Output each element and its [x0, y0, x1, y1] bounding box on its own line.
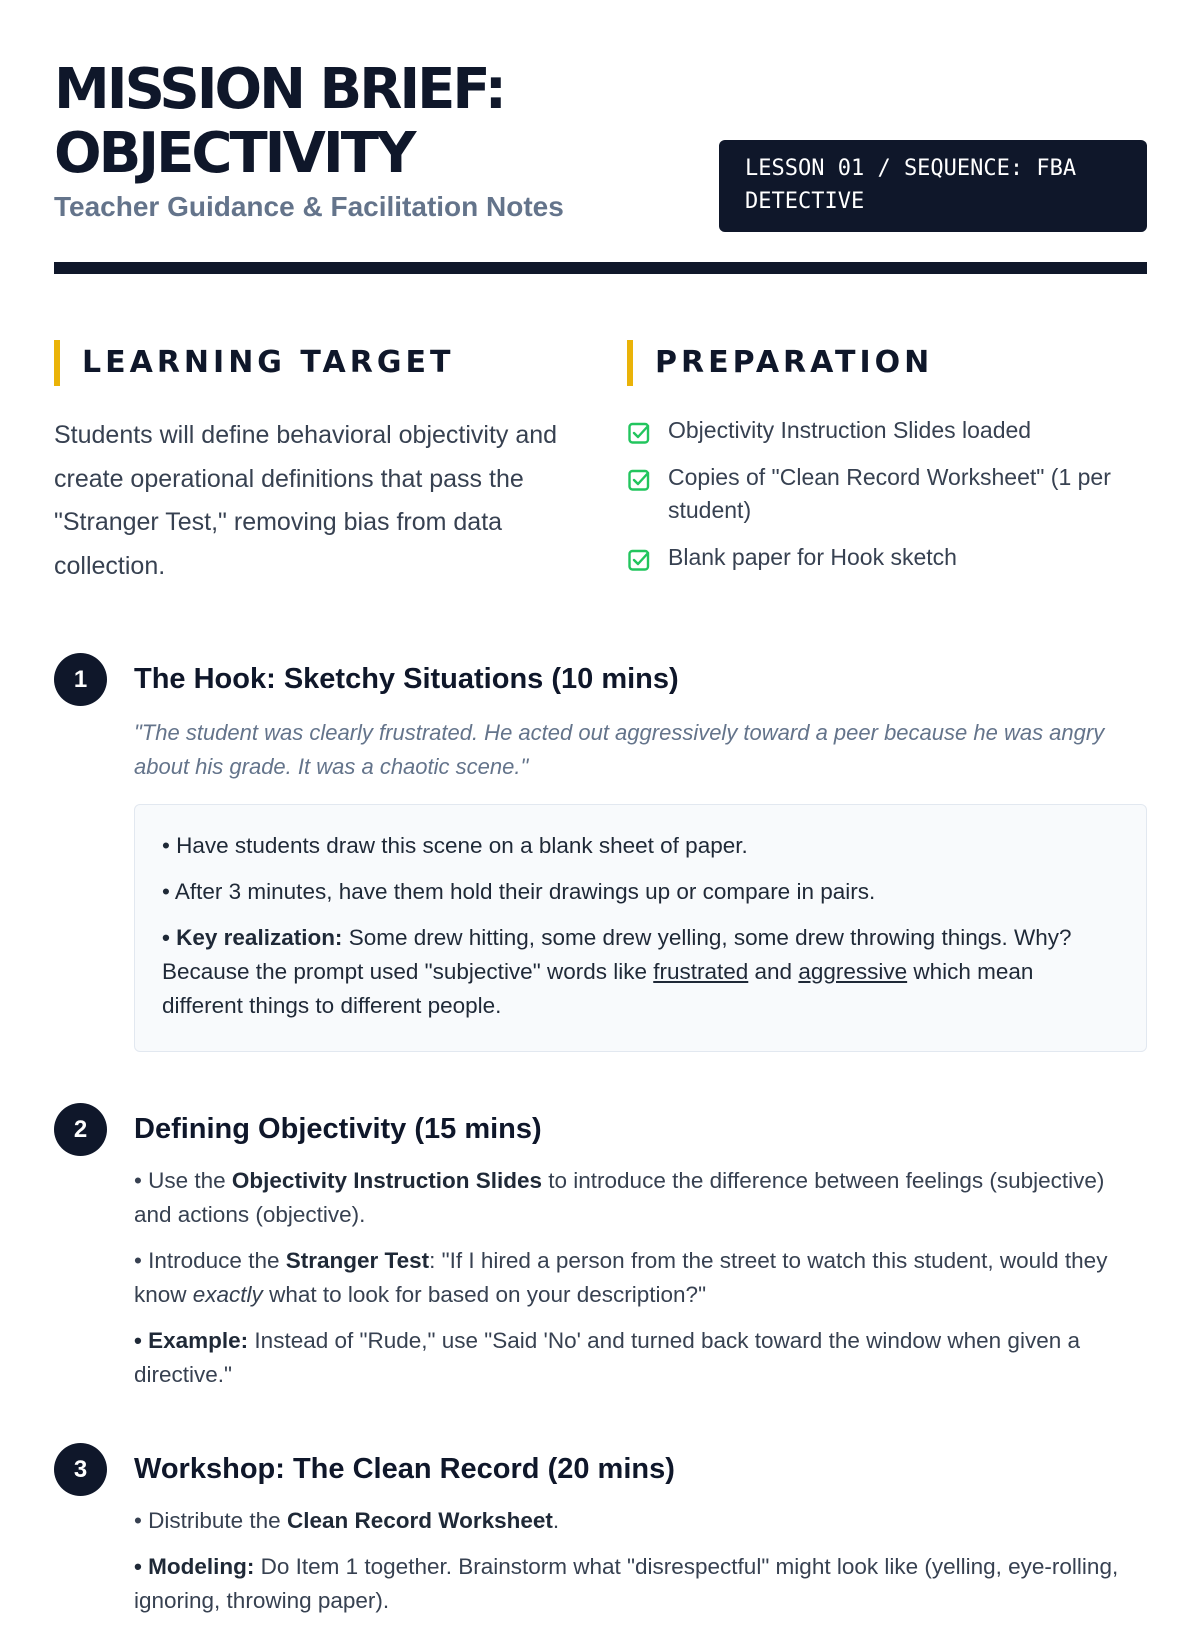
header	[54, 58, 1147, 274]
step-body	[134, 1164, 1147, 1404]
note-bullet: • Have students draw this scene on a blank sheet of paper.	[162, 833, 748, 858]
learning-target-text: Students will define behavioral objectivity and create operational definitions that pass the "Stranger Test," removing bias from data collection.	[54, 421, 558, 580]
learning-target-heading: LEARNING TARGET	[54, 340, 454, 386]
bullet-bold-term: Clean Record Worksheet	[286, 1508, 553, 1533]
note-text: Some drew hitting, some drew yelling, some drew throwing things. Why? Because the prompt used "subjective" words like	[162, 925, 1072, 984]
page-title-line-2: OBJECTIVITY	[54, 121, 414, 186]
page-title-line-1: MISSION BRIEF:	[54, 57, 504, 122]
checkbox-checked-icon	[627, 421, 651, 445]
preparation-item	[627, 414, 1147, 447]
step-bullet	[134, 1244, 1147, 1312]
bullet-text: • Use the	[134, 1168, 232, 1193]
bullet-text: • Introduce the	[134, 1248, 286, 1273]
page-title	[54, 58, 694, 186]
note-text: and	[748, 959, 799, 984]
note-bullet: • After 3 minutes, have them hold their drawings up or compare in pairs.	[162, 879, 876, 904]
bullet-bold-term: • Modeling:	[134, 1554, 255, 1579]
scenario-quote: "The student was clearly frustrated. He acted out aggressively toward a peer because he was angry about his grade. It was a chaotic scene."	[134, 720, 1105, 779]
step-title: The Hook: Sketchy Situations (10 mins)	[134, 663, 679, 695]
preparation-item	[627, 541, 1147, 574]
step-number-badge: 1	[54, 653, 107, 706]
step-number-badge: 3	[54, 1443, 107, 1496]
preparation-list	[627, 414, 1147, 588]
step-number-badge: 2	[54, 1103, 107, 1156]
checkbox-checked-icon	[627, 548, 651, 572]
step-bullet	[134, 1504, 1147, 1538]
bullet-text: Do Item 1 together. Brainstorm what "disrespectful" might look like (yelling, eye-rolling, ignoring, throwing paper).	[134, 1554, 1119, 1613]
step-title: Defining Objectivity (15 mins)	[134, 1113, 542, 1145]
note-text: which mean different things to different people.	[162, 959, 1034, 1018]
bullet-italic-term: exactly	[192, 1282, 263, 1307]
page-subtitle: Teacher Guidance & Facilitation Notes	[54, 191, 564, 222]
preparation-heading: PREPARATION	[627, 340, 933, 386]
note-bullet	[162, 921, 1119, 1023]
preparation-item	[627, 461, 1147, 527]
bullet-bold-term: Stranger Test	[285, 1248, 430, 1273]
step-title: Workshop: The Clean Record (20 mins)	[134, 1453, 675, 1485]
bullet-text: Instead of "Rude," use "Said 'No' and turned back toward the window when given a directive."	[134, 1328, 1080, 1387]
bullet-bold-term: Objectivity Instruction Slides	[231, 1168, 542, 1193]
preparation-item-text: Copies of "Clean Record Worksheet" (1 per student)	[668, 464, 1111, 523]
checkbox-checked-icon	[627, 468, 651, 492]
step-bullet	[134, 1164, 1147, 1232]
step-bullet	[134, 1550, 1147, 1618]
underlined-term: frustrated	[653, 959, 749, 984]
underlined-term: aggressive	[798, 959, 908, 984]
step-bullet	[134, 1324, 1147, 1392]
lesson-page	[54, 0, 1147, 1613]
bullet-text: • Distribute the	[134, 1508, 287, 1533]
header-divider	[54, 262, 1147, 274]
key-realization-label: • Key realization:	[162, 925, 343, 950]
bullet-bold-term: • Example:	[134, 1328, 249, 1353]
preparation-item-text: Objectivity Instruction Slides loaded	[668, 417, 1032, 443]
lesson-badge: LESSON 01 / SEQUENCE: FBA DETECTIVE	[719, 140, 1147, 232]
bullet-text: .	[552, 1508, 560, 1533]
step-body	[134, 716, 1147, 1052]
bullet-text: to introduce the difference between feelings (subjective) and actions (objective).	[134, 1168, 1105, 1227]
step-body	[134, 1504, 1147, 1630]
preparation-item-text: Blank paper for Hook sketch	[668, 544, 957, 570]
bullet-text: : "If I hired a person from the street to watch this student, would they know	[134, 1248, 1108, 1307]
bullet-text: what to look for based on your description?"	[262, 1282, 707, 1307]
facilitation-notes-box	[134, 804, 1147, 1052]
